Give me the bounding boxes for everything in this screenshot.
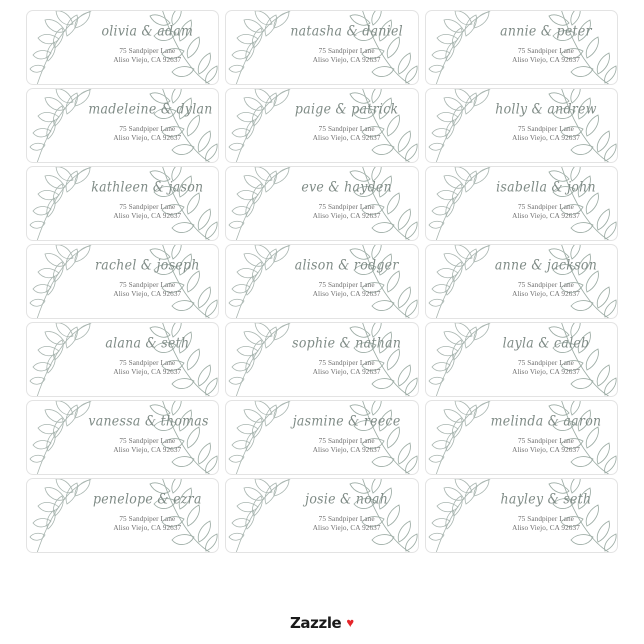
label-text-block	[487, 178, 605, 222]
label-address-line-2: Aliso Viejo, CA 92637	[312, 446, 381, 455]
label-text-block	[487, 334, 605, 378]
label-address-line-2: Aliso Viejo, CA 92637	[512, 290, 580, 299]
label-text-block	[88, 490, 206, 534]
label-address-line-1: 75 Sandpiper Lane	[318, 124, 375, 133]
label-text-block	[88, 22, 206, 66]
label-names: penelope & ezra	[92, 490, 202, 507]
label-names: vanessa & thomas	[88, 412, 209, 429]
label-address-line-1: 75 Sandpiper Lane	[119, 280, 176, 289]
label-address-line-2: Aliso Viejo, CA 92637	[113, 56, 182, 65]
address-label[interactable]	[26, 88, 219, 163]
label-address-line-2: Aliso Viejo, CA 92637	[512, 446, 580, 455]
label-address-line-2: Aliso Viejo, CA 92637	[512, 134, 580, 143]
label-names: paige & patrick	[294, 100, 399, 117]
label-address-line-2: Aliso Viejo, CA 92637	[113, 368, 182, 377]
label-names: josie & noah	[305, 490, 389, 507]
address-label[interactable]	[225, 10, 418, 85]
label-text-block	[487, 22, 605, 66]
address-label[interactable]	[425, 244, 618, 319]
label-address-line-1: 75 Sandpiper Lane	[119, 202, 176, 211]
address-label[interactable]	[225, 88, 418, 163]
label-names: kathleen & jason	[91, 178, 204, 195]
label-text-block	[487, 490, 605, 534]
label-address-line-2: Aliso Viejo, CA 92637	[312, 212, 381, 221]
label-address-line-1: 75 Sandpiper Lane	[119, 514, 176, 523]
label-names: melinda & aaron	[490, 412, 602, 429]
label-address-line-1: 75 Sandpiper Lane	[119, 46, 176, 55]
label-address-line-2: Aliso Viejo, CA 92637	[312, 524, 381, 533]
label-names: anne & jackson	[494, 256, 598, 273]
label-names: eve & hayden	[301, 178, 392, 195]
label-address-line-2: Aliso Viejo, CA 92637	[113, 446, 182, 455]
label-address-line-1: 75 Sandpiper Lane	[119, 436, 176, 445]
label-address-line-2: Aliso Viejo, CA 92637	[113, 290, 182, 299]
label-address-line-1: 75 Sandpiper Lane	[318, 358, 375, 367]
label-address-line-2: Aliso Viejo, CA 92637	[512, 212, 580, 221]
address-label[interactable]	[225, 322, 418, 397]
label-address-line-2: Aliso Viejo, CA 92637	[312, 134, 381, 143]
label-text-block	[88, 334, 206, 378]
address-label[interactable]	[425, 478, 618, 553]
address-label[interactable]	[26, 244, 219, 319]
address-label[interactable]	[425, 10, 618, 85]
label-text-block	[88, 412, 209, 456]
label-grid	[26, 10, 618, 553]
label-text-block	[88, 178, 206, 222]
label-text-block	[487, 412, 605, 456]
address-label[interactable]	[225, 400, 418, 475]
label-address-line-1: 75 Sandpiper Lane	[318, 514, 375, 523]
label-text-block	[88, 256, 206, 300]
label-address-line-2: Aliso Viejo, CA 92637	[312, 290, 381, 299]
address-label[interactable]	[26, 166, 219, 241]
label-names: annie & peter	[500, 22, 592, 39]
label-address-line-1: 75 Sandpiper Lane	[517, 124, 574, 133]
address-label[interactable]	[26, 322, 219, 397]
label-address-line-1: 75 Sandpiper Lane	[517, 358, 574, 367]
label-names: alison & rodger	[294, 256, 399, 273]
label-names: hayley & seth	[500, 490, 592, 507]
address-label[interactable]	[26, 400, 219, 475]
address-label[interactable]	[425, 322, 618, 397]
label-address-line-2: Aliso Viejo, CA 92637	[512, 524, 580, 533]
label-text-block	[288, 412, 406, 456]
address-label[interactable]	[225, 244, 418, 319]
label-names: alana & seth	[105, 334, 190, 351]
label-text-block	[88, 100, 213, 144]
address-label[interactable]	[26, 478, 219, 553]
label-names: jasmine & reece	[292, 412, 401, 429]
label-text-block	[288, 178, 406, 222]
label-text-block	[487, 100, 605, 144]
label-address-line-1: 75 Sandpiper Lane	[318, 436, 375, 445]
address-label[interactable]	[26, 10, 219, 85]
label-address-line-2: Aliso Viejo, CA 92637	[312, 56, 381, 65]
label-names: olivia & adam	[101, 22, 194, 39]
label-names: rachel & joseph	[94, 256, 200, 273]
label-text-block	[288, 100, 406, 144]
label-text-block	[288, 490, 406, 534]
footer-branding	[0, 614, 644, 632]
label-text-block	[487, 256, 605, 300]
label-address-line-2: Aliso Viejo, CA 92637	[512, 56, 580, 65]
label-text-block	[288, 334, 406, 378]
label-address-line-1: 75 Sandpiper Lane	[517, 46, 574, 55]
label-text-block	[288, 22, 406, 66]
address-label[interactable]	[425, 400, 618, 475]
label-address-line-1: 75 Sandpiper Lane	[318, 280, 375, 289]
address-label[interactable]	[225, 166, 418, 241]
zazzle-wordmark: Zazzle	[289, 613, 342, 632]
label-address-line-1: 75 Sandpiper Lane	[318, 46, 375, 55]
label-text-block	[288, 256, 406, 300]
label-address-line-1: 75 Sandpiper Lane	[119, 358, 176, 367]
address-label[interactable]	[425, 166, 618, 241]
label-address-line-2: Aliso Viejo, CA 92637	[512, 368, 580, 377]
label-address-line-1: 75 Sandpiper Lane	[517, 436, 574, 445]
label-names: sophie & nathan	[292, 334, 402, 351]
label-names: natasha & daniel	[290, 22, 403, 39]
label-address-line-1: 75 Sandpiper Lane	[517, 514, 574, 523]
label-names: layla & caleb	[502, 334, 590, 351]
label-address-line-1: 75 Sandpiper Lane	[517, 202, 574, 211]
label-address-line-1: 75 Sandpiper Lane	[318, 202, 375, 211]
label-address-line-2: Aliso Viejo, CA 92637	[113, 212, 182, 221]
label-names: isabella & john	[496, 178, 596, 195]
label-address-line-1: 75 Sandpiper Lane	[119, 124, 176, 133]
address-label[interactable]	[425, 88, 618, 163]
label-address-line-2: Aliso Viejo, CA 92637	[113, 134, 182, 143]
label-address-line-2: Aliso Viejo, CA 92637	[113, 524, 182, 533]
label-names: madeleine & dylan	[88, 100, 213, 117]
label-names: holly & andrew	[495, 100, 597, 117]
label-address-line-2: Aliso Viejo, CA 92637	[312, 368, 381, 377]
address-label[interactable]	[225, 478, 418, 553]
label-address-line-1: 75 Sandpiper Lane	[517, 280, 574, 289]
heart-icon: ♥	[346, 615, 355, 631]
